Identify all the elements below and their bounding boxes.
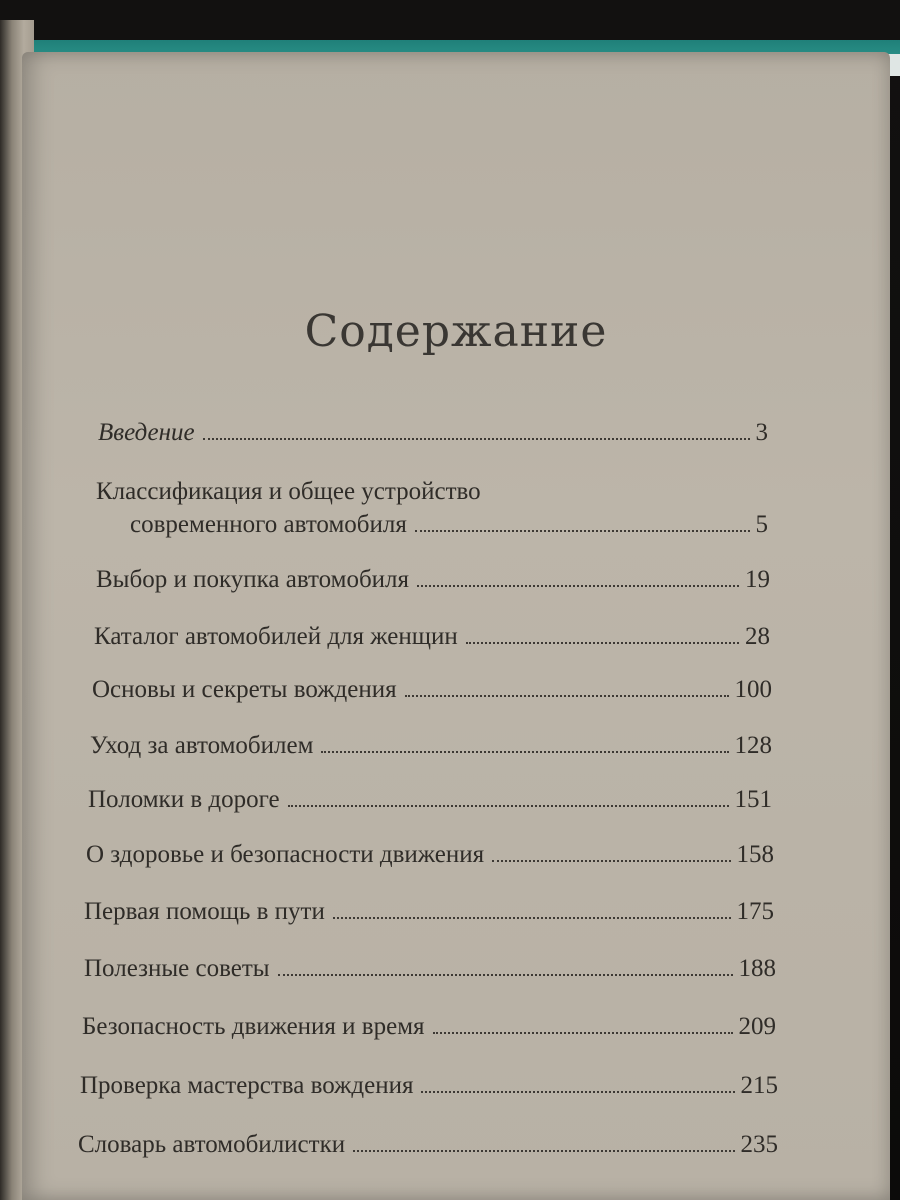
toc-entry-label: Первая помощь в пути: [84, 898, 325, 925]
toc-entry-page: 19: [745, 566, 770, 593]
toc-entry: [88, 785, 772, 815]
toc-entry-page: 175: [736, 898, 774, 925]
dot-leader: [417, 585, 739, 587]
toc-entry-label: Проверка мастерства вождения: [80, 1072, 414, 1099]
toc-entry-label: О здоровье и безопасности движения: [86, 841, 485, 868]
dot-leader: [203, 438, 750, 440]
toc-entry-label: Каталог автомобилей для женщин: [94, 623, 458, 650]
dot-leader: [492, 860, 730, 862]
toc-entry: [98, 418, 768, 448]
toc-entry-page: 3: [755, 419, 768, 446]
dot-leader: [288, 805, 729, 807]
toc-entry-page: 215: [740, 1072, 778, 1099]
toc-entry-page: 28: [745, 623, 770, 650]
toc-entry-page: 188: [738, 955, 776, 982]
page-title: Содержание: [304, 306, 608, 357]
dot-leader: [415, 530, 750, 532]
toc-entry: [90, 731, 772, 761]
toc-entry: [96, 565, 770, 595]
toc-entry-label: Словарь автомобилистки: [78, 1131, 346, 1158]
toc-entry: [130, 510, 768, 540]
dot-leader: [333, 917, 731, 919]
dot-leader: [278, 974, 733, 976]
toc-entry-label: Уход за автомобилем: [90, 732, 314, 759]
dot-leader: [421, 1091, 734, 1093]
toc-entry-page: 100: [734, 676, 772, 703]
toc-entry: [84, 954, 776, 984]
toc-entry: [92, 675, 772, 705]
toc-entry: [78, 1130, 778, 1160]
toc-entry-label: Выбор и покупка автомобиля: [96, 566, 410, 593]
toc-entry: [94, 622, 770, 652]
toc-entry-label: Введение: [98, 419, 195, 446]
toc-entry-page: 5: [755, 511, 768, 538]
dot-leader: [405, 695, 729, 697]
toc-entry-label: Основы и секреты вождения: [92, 676, 397, 703]
toc-entry-label: Поломки в дороге: [88, 786, 280, 813]
toc-entry-page: 158: [736, 841, 774, 868]
toc-entry-label: Безопасность движения и время: [82, 1013, 425, 1040]
toc-entry-label: Полезные советы: [84, 955, 270, 982]
toc-entry-label: современного автомобиля: [130, 511, 407, 538]
toc-entry: [84, 897, 774, 927]
dot-leader: [321, 751, 728, 753]
toc-entry: [86, 840, 774, 870]
toc-entry-page: 209: [738, 1013, 776, 1040]
dot-leader: [433, 1032, 733, 1034]
dot-leader: [353, 1150, 734, 1152]
toc-entry-label-line1: Классификация и общее устройство: [96, 478, 481, 505]
toc-entry-page: 128: [734, 732, 772, 759]
toc-entry-page: 235: [740, 1131, 778, 1158]
book-page: [22, 52, 890, 1200]
dot-leader: [466, 642, 739, 644]
table-of-contents: [22, 52, 890, 1200]
toc-entry-page: 151: [734, 786, 772, 813]
toc-entry: [80, 1071, 778, 1101]
toc-entry: [82, 1012, 776, 1042]
